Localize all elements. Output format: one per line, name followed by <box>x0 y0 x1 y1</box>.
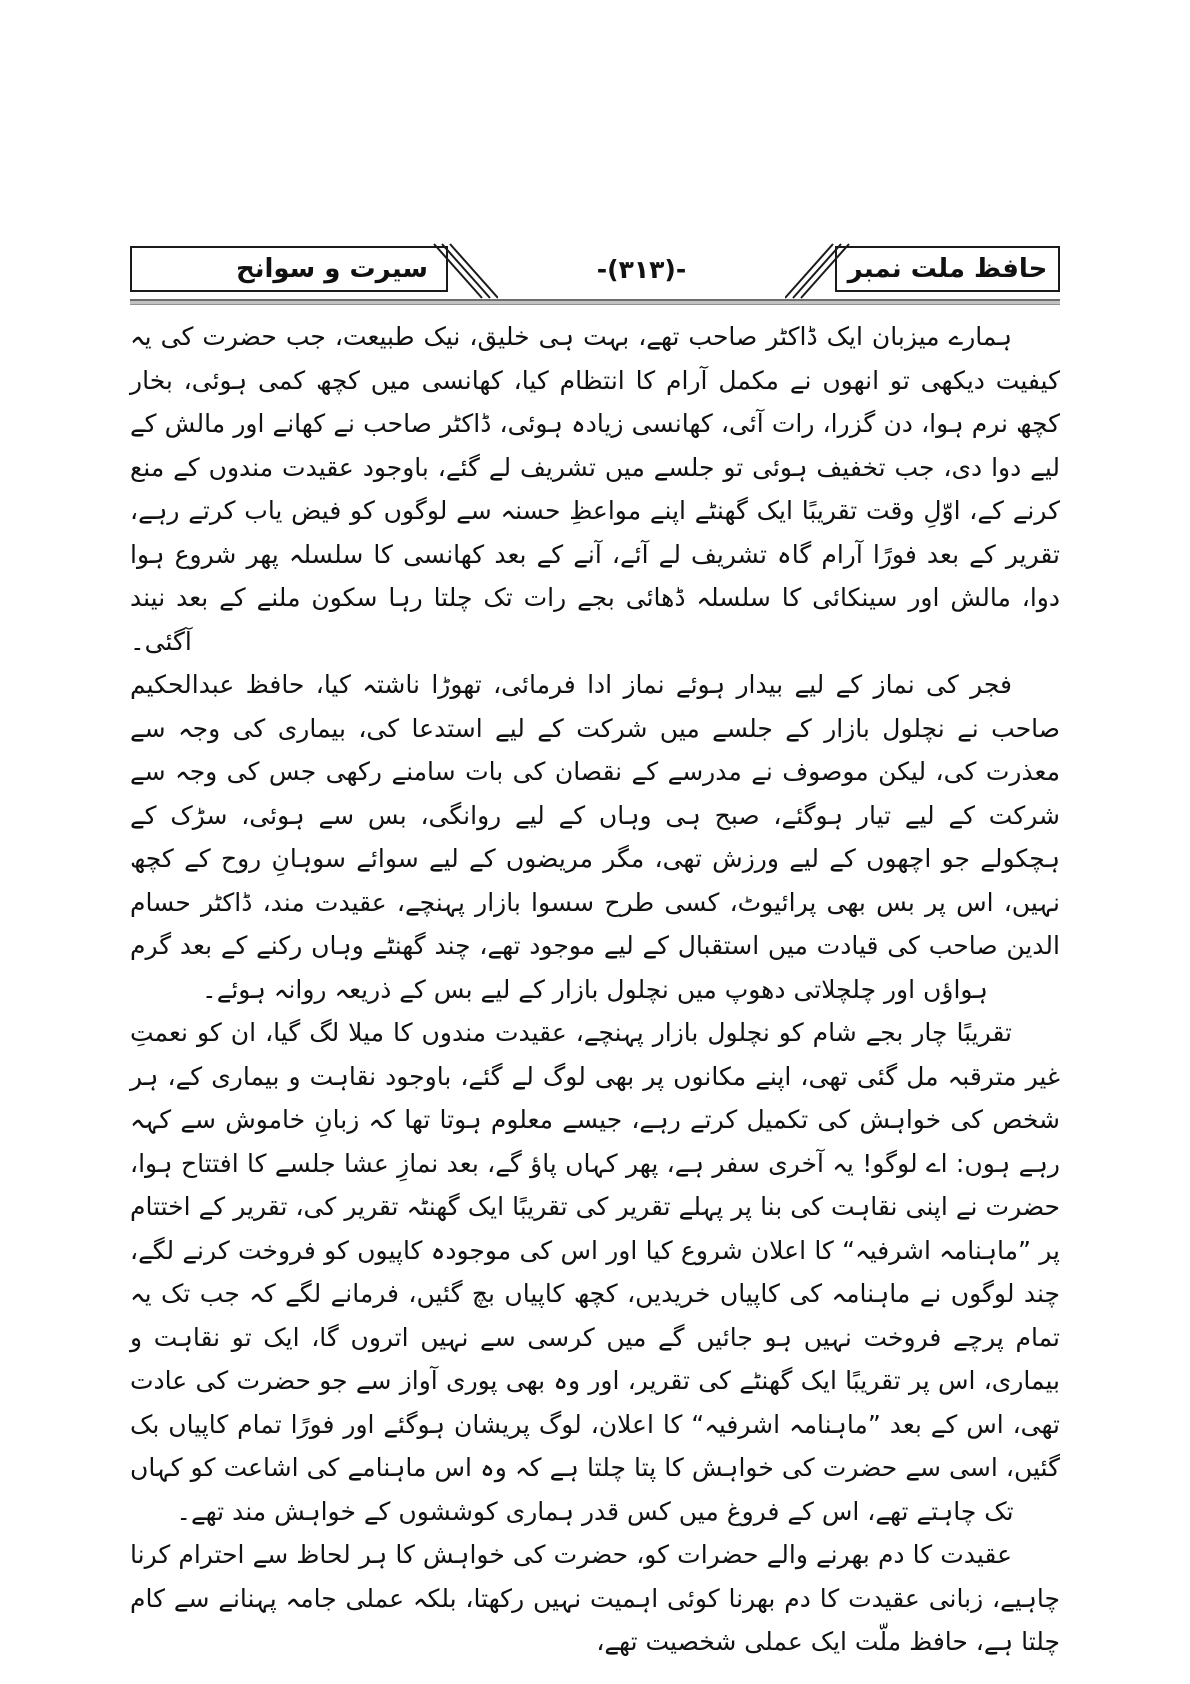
section-title-label: سیرت و سوانح <box>235 254 428 284</box>
diagonal-hatch-icon <box>432 242 498 300</box>
header-divider-rule <box>130 299 1060 305</box>
issue-title-box <box>835 246 1060 292</box>
diagonal-hatch-icon <box>785 242 851 300</box>
paragraph-4: عقیدت کا دم بھرنے والے حضرات کو، حضرت کی خواہش کا ہر لحاظ سے احترام کرنا چاہیے، زبانی عقیدت کا دم بھرنا کوئی اہمیت نہیں رکھتا، بلکہ عملی جامہ پہنانے سے کام چلتا ہے، حافظ ملّت ایک عملی شخصیت تھے، <box>130 1540 1060 1656</box>
paragraph-3: تقریبًا چار بجے شام کو نچلول بازار پہنچے، عقیدت مندوں کا میلا لگ گیا، ان کو نعمتِ غیر مترقبہ مل گئی تھی، اپنے مکانوں پر بھی لوگ لے گئے، باوجود نقاہت و بیماری کے، ہر شخص کی خواہش کی تکمیل کرتے رہے، جیسے معلوم ہوتا تھا کہ زبانِ خاموش سے کہہ رہے ہوں: اے لوگو! یہ آخری سفر ہے، پھر کہاں پاؤ گے، بعد نمازِ عشا جلسے کا افتتاح ہوا، حضرت نے اپنی نقاہت کی بنا پر پہلے تقریر کی تقریبًا ایک گھنٹہ تقریر کی، تقریر کے اختتام پر ”ماہنامہ اشرفیہ“ کا اعلان شروع کیا اور اس کی موجودہ کاپیوں کو فروخت کرنے لگے، چند لوگوں نے ماہنامہ کی کاپیاں خریدیں، کچھ کاپیاں بچ گئیں، فرمانے لگے کہ جب تک یہ تمام پرچے فروخت نہیں ہو جائیں گے میں کرسی سے نہیں اتروں گا، ایک تو نقاہت و بیماری، اس پر تقریبًا ایک گھنٹے کی تقریر، اور وہ بھی پوری آواز سے جو حضرت کی عادت تھی، اس کے بعد ”ماہنامہ اشرفیہ“ کا اعلان، لوگ پریشان ہوگئے اور فورًا تمام کاپیاں بک گئیں، اسی سے حضرت کی خواہش کا پتا چلتا ہے کہ وہ اس ماہنامے کی اشاعت کو کہاں تک چاہتے تھے، اس کے فروغ میں کس قدر ہماری کوششوں کے خواہش مند تھے۔ <box>130 1018 1060 1526</box>
paragraph-1: ہمارے میزبان ایک ڈاکٹر صاحب تھے، بہت ہی خلیق، نیک طبیعت، جب حضرت کی یہ کیفیت دیکھی تو انھوں نے مکمل آرام کا انتظام کیا، کھانسی میں کچھ کمی ہوئی، بخار کچھ نرم ہوا، دن گزرا، رات آئی، کھانسی زیادہ ہوئی، ڈاکٹر صاحب نے کھانے اور مالش کے لیے دوا دی، جب تخفیف ہوئی تو جلسے میں تشریف لے گئے، باوجود عقیدت مندوں کے منع کرنے کے، اوّلِ وقت تقریبًا ایک گھنٹے اپنے مواعظِ حسنہ سے لوگوں کو فیض یاب کرتے رہے، تقریر کے بعد فورًا آرام گاہ تشریف لے آئے، آنے کے بعد کھانسی کا سلسلہ پھر شروع ہوا دوا، مالش اور سینکائی کا سلسلہ ڈھائی بجے رات تک چلتا رہا سکون ملنے کے بعد نیند آگئی۔ <box>130 322 1060 656</box>
issue-title-label: حافظ ملت نمبر <box>847 254 1048 284</box>
page-number: -(۳۱۳)- <box>596 254 687 284</box>
page-header <box>130 242 1060 296</box>
page-content <box>130 242 1060 1664</box>
page-body <box>130 315 1060 1664</box>
paragraph-2: فجر کی نماز کے لیے بیدار ہوئے نماز ادا فرمائی، تھوڑا ناشتہ کیا، حافظ عبدالحکیم صاحب نے نچلول بازار کے جلسے میں شرکت کے لیے استدعا کی، بیماری کی وجہ سے معذرت کی، لیکن موصوف نے مدرسے کے نقصان کی بات سامنے رکھی جس کی وجہ سے شرکت کے لیے تیار ہوگئے، صبح ہی وہاں کے لیے روانگی، بس سے ہوئی، سڑک کے ہچکولے جو اچھوں کے لیے ورزش تھی، مگر مریضوں کے لیے سوائے سوہانِ روح کے کچھ نہیں، اس پر بس بھی پرائیوٹ، کسی طرح سسوا بازار پہنچے، عقیدت مند، ڈاکٹر حسام الدین صاحب کی قیادت میں استقبال کے لیے موجود تھے، چند گھنٹے وہاں رکنے کے بعد گرم ہواؤں اور چلچلاتی دھوپ میں نچلول بازار کے لیے بس کے ذریعہ روانہ ہوئے۔ <box>130 670 1060 1004</box>
section-title-box <box>130 246 448 292</box>
